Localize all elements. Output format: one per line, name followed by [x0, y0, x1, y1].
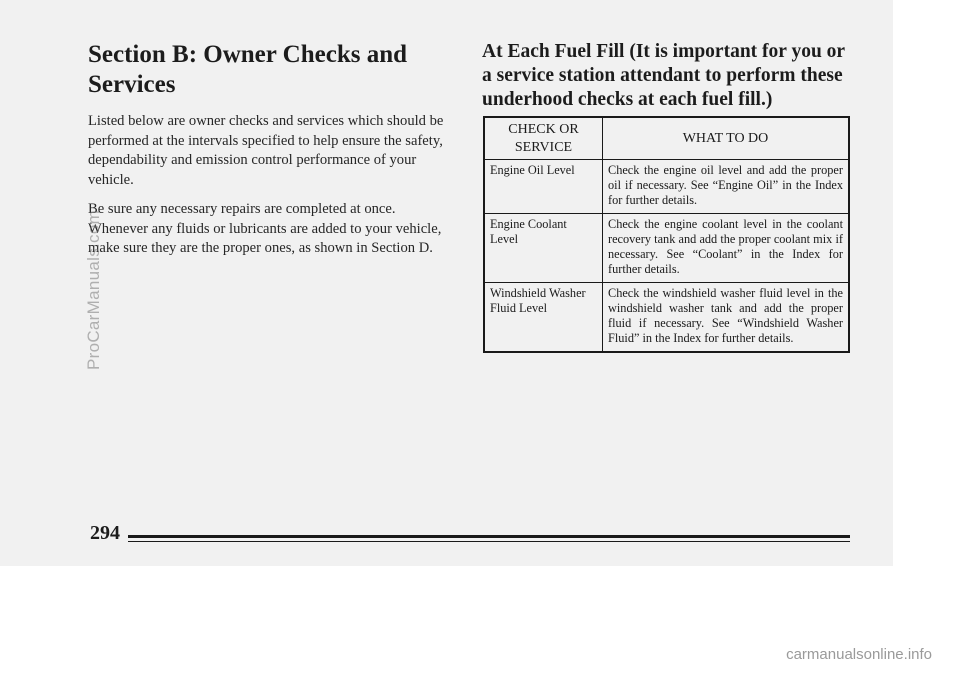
- table-row: [484, 160, 849, 214]
- intro-paragraph: Listed below are owner checks and services which should be performed at the intervals specified to help ensure the safety, dependability and emission control performance of your vehicle.: [88, 113, 444, 188]
- section-title: Section B: Owner Checks and Services: [88, 41, 408, 98]
- header-what-to-do: WHAT TO DO: [603, 117, 850, 160]
- footer-rule-thin: [128, 541, 850, 542]
- check-item: Engine Oil Level: [484, 160, 603, 214]
- check-action: Check the windshield washer fluid level in the windshield washer tank and add the proper fluid if necessary. See “Windshield Washer Fluid” in the Index for further details.: [603, 283, 850, 353]
- right-column: [482, 40, 852, 112]
- check-action: Check the engine coolant level in the coolant recovery tank and add the proper coolant mix if necessary. See “Coolant” in the Index for further details.: [603, 214, 850, 283]
- check-item: Windshield Washer Fluid Level: [484, 283, 603, 353]
- page-number: 294: [90, 522, 120, 544]
- footer-rule-thick: [128, 535, 850, 538]
- check-item: Engine Coolant Level: [484, 214, 603, 283]
- table-row: [484, 214, 849, 283]
- table-header-row: [484, 117, 849, 160]
- header-check-or-service: CHECK OR SERVICE: [484, 117, 603, 160]
- left-column: [88, 40, 448, 269]
- table-row: [484, 283, 849, 353]
- check-action: Check the engine oil level and add the proper oil if necessary. See “Engine Oil” in the Index for further details.: [603, 160, 850, 214]
- fuel-fill-heading: At Each Fuel Fill (It is important for you or a service station attendant to perform these underhood checks at each fuel fill.): [482, 41, 845, 110]
- footer-url[interactable]: carmanualsonline.info: [786, 646, 932, 663]
- repairs-paragraph: Be sure any necessary repairs are completed at once. Whenever any fluids or lubricants are added to your vehicle, make sure they are the proper ones, as shown in Section D.: [88, 201, 442, 256]
- checks-table: [483, 116, 850, 353]
- watermark: ProCarManuals.com: [84, 209, 103, 370]
